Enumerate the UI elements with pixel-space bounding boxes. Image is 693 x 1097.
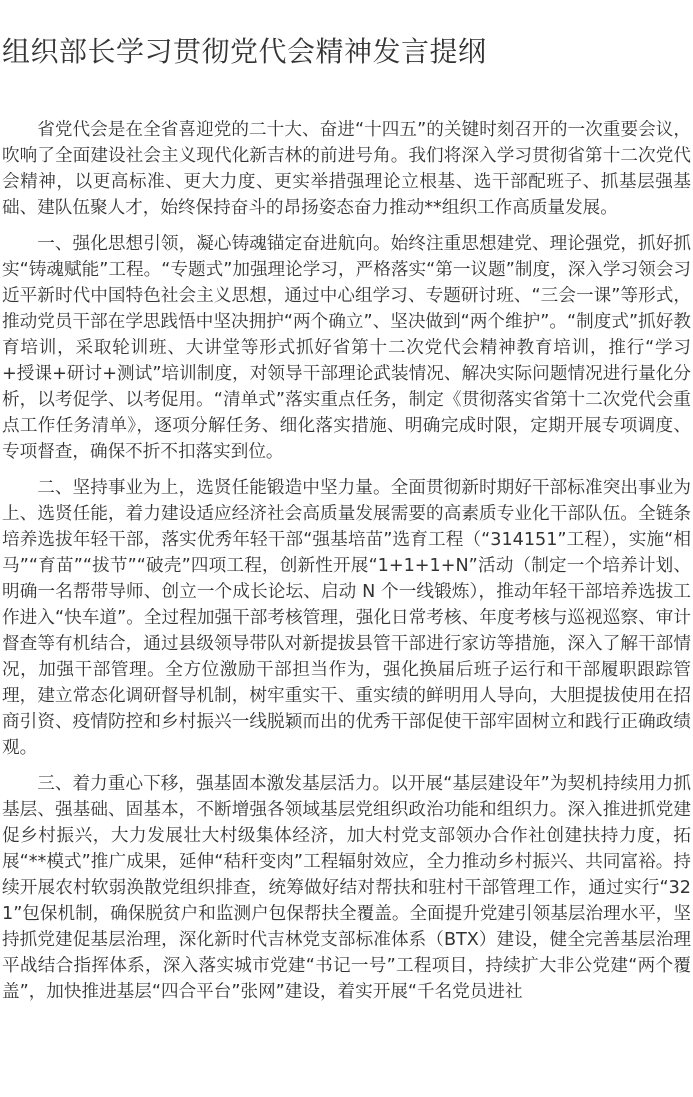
paragraph-section-3: 三、着力重心下移，强基固本激发基层活力。以开展“基层建设年”为契机持续用力抓基层、强基础、固基本，不断增强各领域基层党组织政治功能和组织力。深入推进抓党建促乡村振兴，大力发展壮大村级集体经济，加大村党支部领办合作社创建扶持力度，拓展“**模式”推广成果，延伸“秸秆变肉”工程辐射效应，全力推动乡村振兴、共同富裕。持续开展农村软弱涣散党组织排查，统筹做好结对帮扶和驻村干部管理工作，通过实行“321”包保机制，确保脱贫户和监测户包保帮扶全覆盖。全面提升党建引领基层治理水平，坚持抓党建促基层治理，深化新时代吉林党支部标准体系（BTX）建设，健全完善基层治理平战结合指挥体系，深入落实城市党建“书记一号”工程项目，持续扩大非公党建“两个覆盖”，加快推进基层“四合平台”张网”建设，着实开展“千名党员进社 xyxy=(2,774,691,1002)
paragraph-intro: 省党代会是在全省喜迎党的二十大、奋进“十四五”的关键时刻召开的一次重要会议，吹响了全面建设社会主义现代化新吉林的前进号角。我们将深入学习贯彻省第十二次党代会精神，以更高标准、更大力度、更实举措强理论立根基、选干部配班子、抓基层强基础、建队伍聚人才，始终保持奋斗的昂扬姿态奋力推动**组织工作高质量发展。 xyxy=(2,120,691,218)
document-body xyxy=(0,117,693,1005)
document-title: 组织部长学习贯彻党代会精神发言提纲 xyxy=(2,35,487,68)
paragraph-section-1: 一、强化思想引领，凝心铸魂锚定奋进航向。始终注重思想建党、理论强党，抓好抓实“铸魂赋能”工程。“专题式”加强理论学习，严格落实“第一议题”制度，深入学习领会习近平新时代中国特色社会主义思想，通过中心组学习、专题研讨班、“三会一课”等形式，推动党员干部在学思践悟中坚决拥护“两个确立”、坚决做到“两个维护”。“制度式”抓好教育培训，采取轮训班、大讲堂等形式抓好省第十二次党代会精神教育培训，推行“学习+授课+研讨+测试”培训制度，对领导干部理论武装情况、解决实际问题情况进行量化分析，以考促学、以考促用。“清单式”落实重点任务，制定《贯彻落实省第十二次党代会重点工作任务清单》，逐项分解任务、细化落实措施、明确完成时限，定期开展专项调度、专项督查，确保不折不扣落实到位。 xyxy=(2,234,691,462)
paragraph-section-2: 二、坚持事业为上，选贤任能锻造中坚力量。全面贯彻新时期好干部标准突出事业为上、选贤任能，着力建设适应经济社会高质量发展需要的高素质专业化干部队伍。全链条培养选拔年轻干部，落实优秀年轻干部“强基培苗”选育工程（“314151”工程），实施“相马”“育苗”“拔节”“破壳”四项工程，创新性开展“1+1+1+N”活动（制定一个培养计划、明确一名帮带导师、创立一个成长论坛、启动 N 个一线锻炼），推动年轻干部培养选拔工作进入“快车道”。全过程加强干部考核管理，强化日常考核、年度考核与巡视巡察、审计督查等有机结合，通过县级领导带队对新提拔县管干部进行家访等措施，深入了解干部情况，加强干部管理。全方位激励干部担当作为，强化换届后班子运行和干部履职跟踪管理，建立常态化调研督导机制，树牢重实干、重实绩的鲜明用人导向，大胆提拔使用在招商引资、疫情防控和乡村振兴一线脱颖而出的优秀干部促使干部牢固树立和践行正确政绩观。 xyxy=(2,478,691,758)
